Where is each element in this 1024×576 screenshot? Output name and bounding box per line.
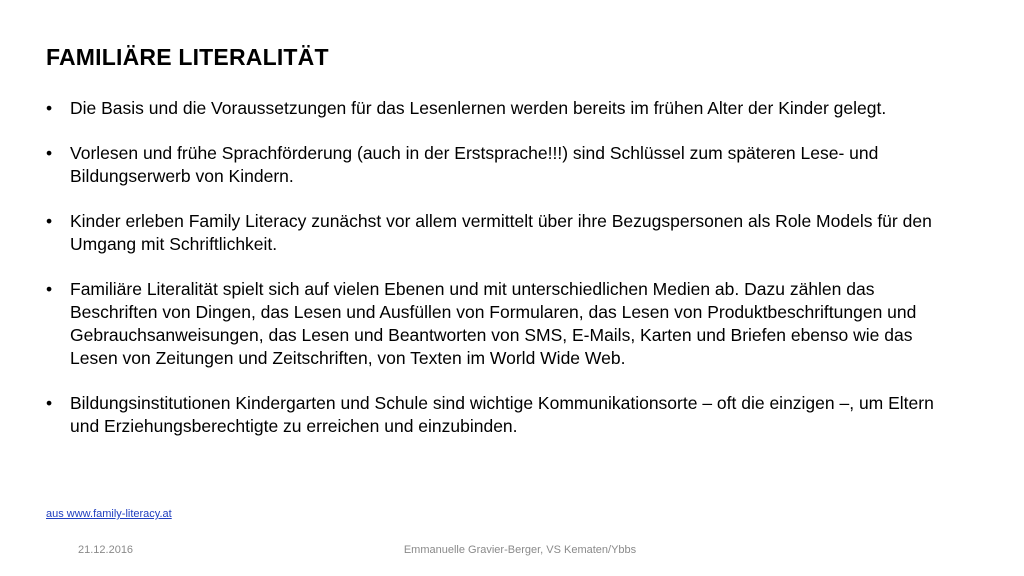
bullet-point: • — [46, 143, 53, 163]
bullet-point: • — [46, 98, 53, 118]
bullet-list — [46, 97, 946, 460]
slide-title: FAMILIÄRE LITERALITÄT — [46, 44, 329, 70]
source-link[interactable]: aus www.family-literacy.at — [46, 508, 172, 520]
bullet-item — [46, 210, 946, 256]
bullet-text: Familiäre Literalität spielt sich auf vielen Ebenen und mit unterschiedlichen Medien ab. Dazu zählen das Beschriften von Dingen, das Lesen und Ausfüllen von Formularen, das Lesen von Produktbeschriftungen und Gebrauchsanweisungen, das Lesen und Beantworten von SMS, E-Mails, Karten und Briefen ebenso wie das Lesen von Zeitungen und Zeitschriften, von Texten im World Wide Web. — [70, 279, 917, 368]
bullet-text: Bildungsinstitutionen Kindergarten und Schule sind wichtige Kommunikationsorte – oft die einzigen –, um Eltern und Erziehungsberechtigte zu erreichen und einzubinden. — [70, 393, 934, 436]
footer-author: Emmanuelle Gravier-Berger, VS Kematen/Ybbs — [403, 544, 637, 556]
bullet-point: • — [46, 279, 53, 299]
bullet-point: • — [46, 211, 53, 231]
bullet-text: Kinder erleben Family Literacy zunächst vor allem vermittelt über ihre Bezugspersonen als Role Models für den Umgang mit Schriftlichkeit. — [70, 211, 932, 254]
bullet-item — [46, 142, 946, 188]
footer-date: 21.12.2016 — [78, 544, 134, 556]
bullet-text: Die Basis und die Voraussetzungen für das Lesenlernen werden bereits im frühen Alter der Kinder gelegt. — [70, 98, 887, 118]
bullet-item — [46, 392, 946, 438]
bullet-point: • — [46, 393, 53, 413]
bullet-item — [46, 97, 946, 120]
bullet-item — [46, 278, 946, 370]
bullet-text: Vorlesen und frühe Sprachförderung (auch in der Erstsprache!!!) sind Schlüssel zum späteren Lese- und Bildungserwerb von Kindern. — [70, 143, 879, 186]
